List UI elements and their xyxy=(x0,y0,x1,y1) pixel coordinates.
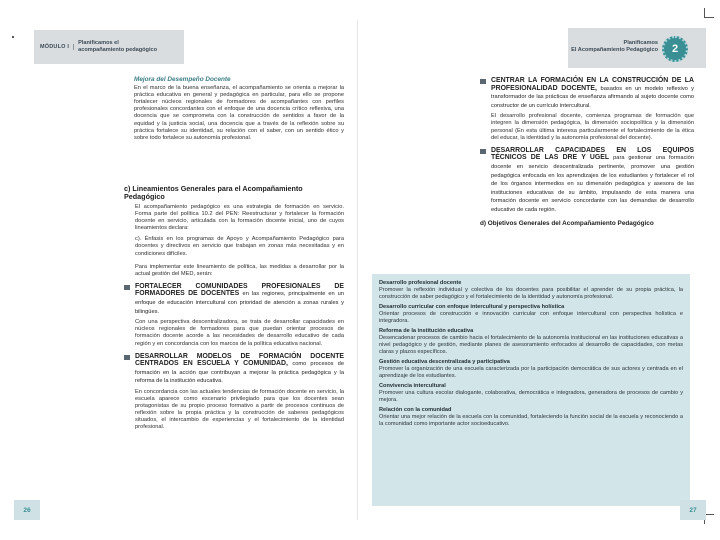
square-bullet-icon xyxy=(124,355,130,360)
left-page-header xyxy=(34,30,184,64)
module-number-badge: 2 xyxy=(662,36,688,62)
intro-paragraph: En el marco de la buena enseñanza, el acompañamiento se orienta a mejorar la práctica educativa en general y pedagógica en particular, para ello se propone fortalecer núcleos regionales de formadores de acompañantes con perfiles profesionales concordantes con el enfoque de una docencia crítico reflexiva, una docencia que se comprometa con la construcción de sentidos a favor de la equidad y la justicia social, una docencia que a través de la reflexión sobre su práctica fortalece su identidad, su relación con el saber, con un sentido ético y sobre todo fortalece su autonomía profesional. xyxy=(134,85,344,141)
square-bullet-icon xyxy=(124,285,130,290)
objective-item: Desarrollo profesional docente Promover la reflexión individual y colectiva de los docentes para posibilitar el aprender de su propia práctica, la construcción de saber pedagógico y el fortalecimiento de la identidad y autonomía profesional. xyxy=(379,280,683,300)
left-header-title: Planificamos el acompañamiento pedagógico xyxy=(78,40,158,53)
objective-item: Relación con la comunidad Orientar una mejor relación de la escuela con la comunidad, fortaleciendo la función social de la escuela y reconociendo a la comunidad como importante actor socioeducativo. xyxy=(379,407,683,427)
module-label: MÓDULO I xyxy=(40,44,74,50)
square-bullet-icon xyxy=(480,79,486,84)
section-c-title: c) Lineamientos Generales para el Acompañamiento Pedagógico xyxy=(124,184,303,201)
bullet-desarrollar-modelos: DESARROLLAR MODELOS DE FORMACIÓN DOCENTE CENTRADOS EN ESCUELA Y COMUNIDAD, como procesos de formación en la acción que contribuyan a mejorar la práctica pedagógica y la reforma de la institución educativa. xyxy=(124,353,344,386)
objectives-box xyxy=(372,274,690,506)
page-number-right: 27 xyxy=(680,500,706,520)
objective-item: Convivencia intercultural Promover una cultura escolar dialogante, colaborativa, democrática e integradora, generadora de procesos de cambio y mejora. xyxy=(379,383,683,403)
objective-item: Reforma de la institución educativa Desencadenar procesos de cambio hacia el fortalecimiento de la autonomía institucional en las instituciones educativas a nivel pedagógico y de gestión, mediante planes de asesoramiento enfocados al desarrollo de capacidades, con metas claras y plazos específicos. xyxy=(379,328,683,355)
bullet-desarrollar-capacidades: DESARROLLAR CAPACIDADES EN LOS EQUIPOS TÉCNICOS DE LAS DRE Y UGEL para gestionar una formación docente en servicio descentralizada pertinente, promover una gestión pedagógica enfocada en los aprendizajes de los estudiantes y fortalecer el rol de los órganos intermedios en su dimensión pedagógica y asesora de las instituciones educativas de su ámbito, impulsando de esta manera una formación docente en servicio concordante con las demandas de desarrollo educativo de cada región. xyxy=(480,147,694,215)
objective-item: Gestión educativa descentralizada y participativa Promover la organización de una escuela caracterizada por la participación democrática de sus actores y centrada en el aprendizaje de los estudiantes. xyxy=(379,359,683,379)
right-page xyxy=(362,20,706,520)
spine-divider xyxy=(357,20,358,520)
page-number-left: 26 xyxy=(14,500,40,520)
section-d-title: d) Objetivos Generales del Acompañamiento Pedagógico xyxy=(480,219,654,227)
crop-mark-top-right-h xyxy=(704,17,714,18)
section-c-paragraph-1: El acompañamiento pedagógico es una estrategia de formación en servicio. Forma parte del política 10.2 del PEN: Reestructurar y fortalecer la formación docente en servicio, articulada con la formación docente inicial, uno de cuyos lineamientos declara: xyxy=(135,204,344,232)
left-text-column xyxy=(134,76,344,146)
bullet-centrar: CENTRAR LA FORMACIÓN EN LA CONSTRUCCIÓN DE LA PROFESIONALIDAD DOCENTE, basados en un modelo reflexivo y transformador de las prácticas de enseñanza afirmando al sujeto docente como constructor de un currículo intercultural. xyxy=(480,77,694,110)
section-c-paragraph-2: c). Énfasis en los programas de Apoyo y Acompañamiento Pedagógico para docentes y directivos en servicio que trabajan en zonas más necesitadas y en condiciones difíciles. xyxy=(135,236,344,257)
left-page xyxy=(14,20,354,520)
bullet-fortalecer-paragraph: Con una perspectiva descentralizadora, se trata de desarrollar capacidades en núcleos regionales de formadores para que puedan orientar procesos de formación docente acorde a las necesidades de desarrollo educativo de cada región y en concordancia con los marcos de la política educativa nacional. xyxy=(135,319,344,347)
right-page-header xyxy=(568,28,706,68)
square-bullet-icon xyxy=(480,149,486,154)
right-header-title: Planificamos El Acompañamiento Pedagógico xyxy=(571,40,658,53)
section-c-paragraph-3: Para implementar este lineamiento de política, las medidas a desarrollar por la actual gestión del MED, serán: xyxy=(135,263,344,277)
right-text-column xyxy=(480,72,694,228)
left-main-column xyxy=(124,182,344,436)
bullet-fortalecer: FORTALECER COMUNIDADES PROFESIONALES DE FORMADORES DE DOCENTES en las regiones, principalmente en un enfoque de educación intercultural con prioridad de atención a zonas rurales y bilingües. xyxy=(124,283,344,316)
objective-item: Desarrollo curricular con enfoque intercultural y perspectiva holística Orientar procesos de construcción e innovación curricular con enfoque intercultural con perspectiva holística e integradora. xyxy=(379,304,683,324)
bullet-desarrollar-modelos-paragraph: En concordancia con las actuales tendencias de formación docente en servicio, la escuela aparece como escenario privilegiado para que los docentes sean protagonistas de su propio proceso formativo a partir de procesos continuos de reflexión sobre la propia práctica y la construcción de saberes pedagógicos situados, el intercambio de experiencias y el fortalecimiento de la identidad profesional. xyxy=(135,388,344,431)
subheading: Mejora del Desempeño Docente xyxy=(134,76,231,83)
bullet-centrar-paragraph: El desarrollo profesional docente, comienza programas de formación que integren la dimensión pedagógica, la dimensión sociopolítica y la dimensión personal (En esta última interesa particularmente el fortalecimiento de la ética del educar, la identidad y la autonomía profesional del docente). xyxy=(491,113,694,141)
